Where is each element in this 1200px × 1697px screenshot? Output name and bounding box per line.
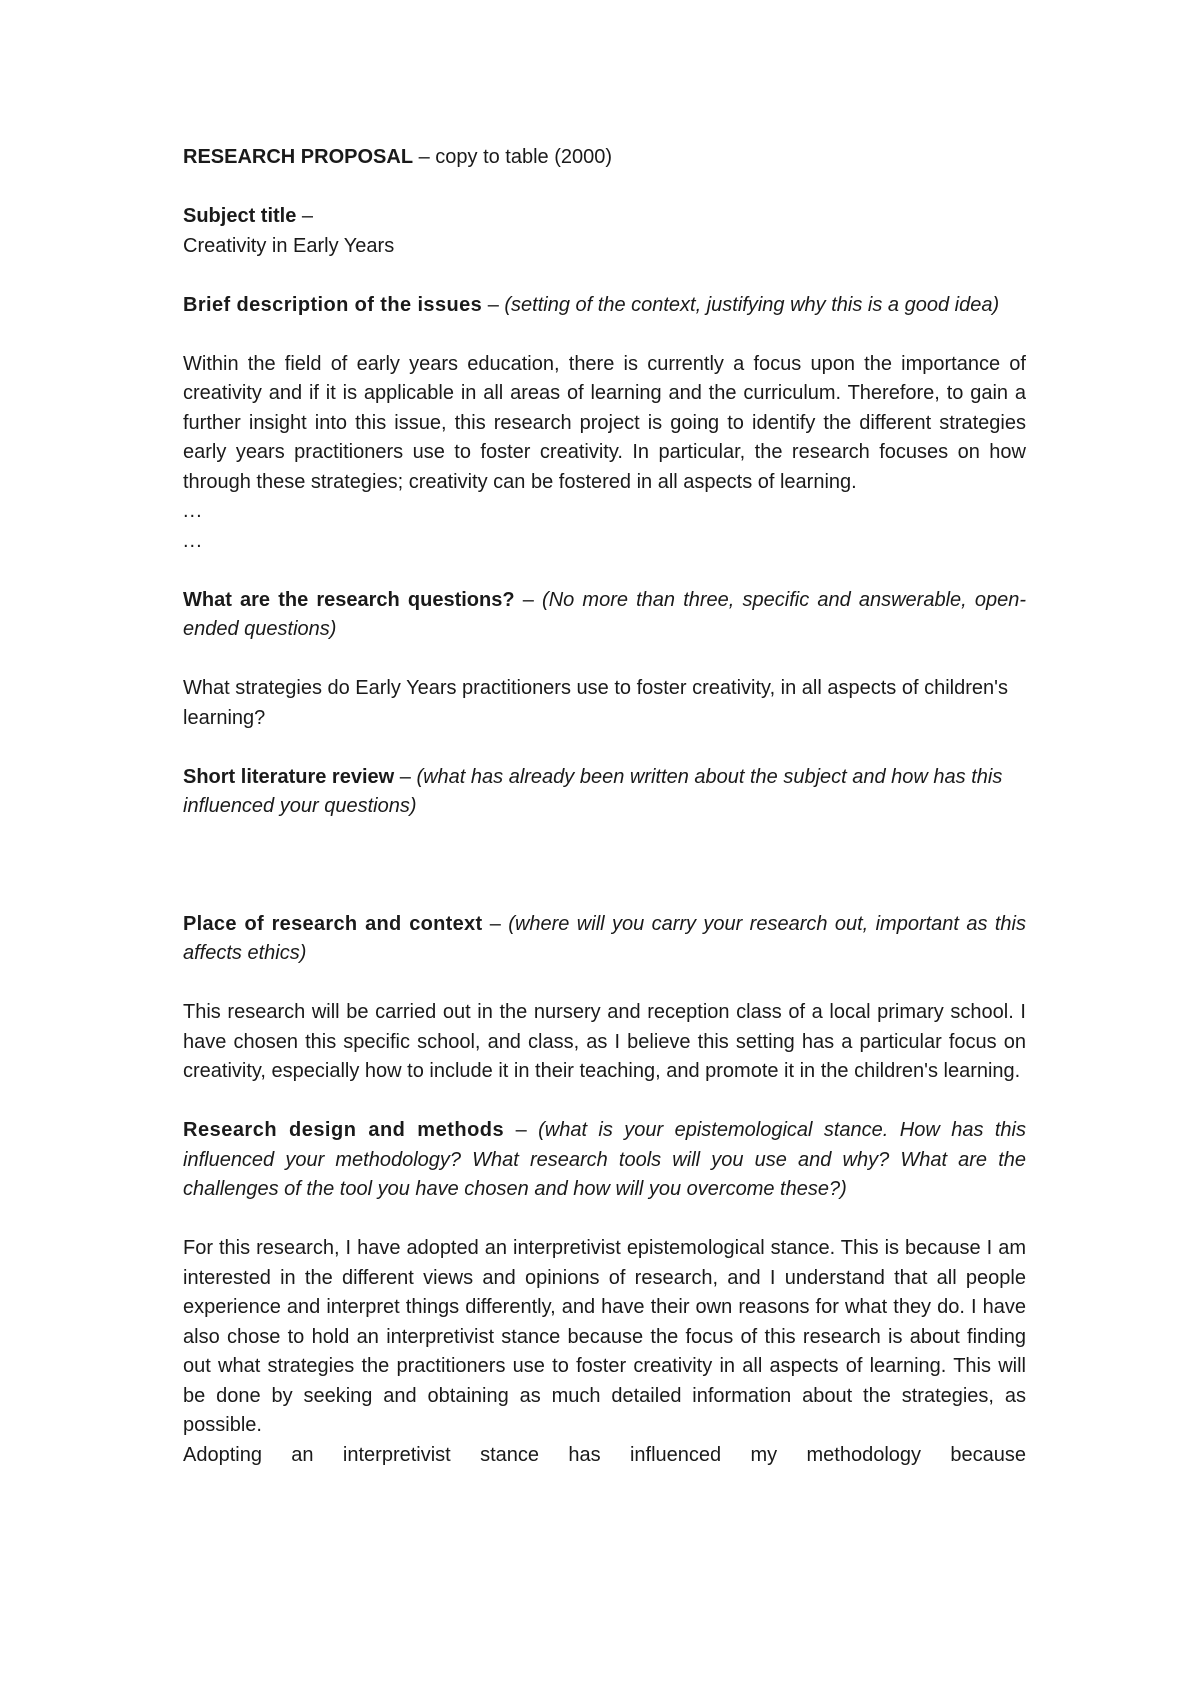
design-dash: – — [504, 1119, 539, 1141]
document-title-bold: RESEARCH PROPOSAL — [183, 146, 414, 168]
questions-section — [183, 586, 1026, 734]
subject-section — [183, 202, 1026, 261]
document-title-rest: – copy to table (2000) — [413, 146, 613, 168]
literature-hint: (what has already been written about the subject and how has this influenced your questions) — [183, 765, 1003, 817]
blank-space — [183, 822, 1026, 910]
design-body-last-line: Adopting an interpretivist stance has influenced my methodology because — [183, 1443, 1026, 1466]
questions-dash: – — [514, 588, 543, 611]
design-label: Research design and methods — [183, 1119, 505, 1141]
issues-hint: (setting of the context, justifying why this is a good idea) — [504, 293, 1000, 316]
issues-heading — [183, 291, 1026, 321]
issues-label: Brief description of the issues — [183, 293, 483, 316]
place-hint: (where will you carry your research out, important as this affects ethics) — [183, 912, 1026, 964]
subject-label: Subject title — [183, 205, 297, 227]
subject-value: Creativity in Early Years — [183, 234, 395, 257]
design-body: For this research, I have adopted an interpretivist epistemological stance. This is because I am interested in the different views and opinions of research, and I understand that all people experience and interpret things differently, and have their own reasons for what they do. I have also chose to hold an interpretivist stance because the focus of this research is about finding out what strategies the practitioners use to foster creativity in all aspects of learning. This will be done by seeking and obtaining as much detailed information about the strategies, as possible. — [183, 1237, 1026, 1436]
issues-ellipsis-2: ... — [183, 529, 203, 552]
literature-label: Short literature review — [183, 765, 395, 788]
questions-body: What strategies do Early Years practitioners use to foster creativity, in all aspects of children's learning? — [183, 677, 1008, 729]
issues-body: Within the field of early years education, there is currently a focus upon the importance of creativity and if it is applicable in all areas of learning and the curriculum. Therefore, to gain a further insight into this issue, this research project is going to identify the different strategies early years practitioners use to foster creativity. In particular, the research focuses on how through these strategies; creativity can be fostered in all aspects of learning. — [183, 352, 1026, 493]
document-page — [183, 143, 1026, 1470]
questions-hint: (No more than three, specific and answerable, open-ended questions) — [183, 588, 1027, 640]
issues-section — [183, 291, 1026, 557]
literature-dash: – — [394, 765, 417, 788]
design-section — [183, 1116, 1026, 1470]
place-body: This research will be carried out in the nursery and reception class of a local primary school. I have chosen this specific school, and class, as I believe this setting has a particular focus on creativity, especially how to include it in their teaching, and promote it in the children's learning. — [183, 1001, 1026, 1082]
questions-heading — [183, 586, 1026, 645]
place-heading — [183, 910, 1026, 969]
place-section — [183, 910, 1026, 1087]
document-title — [183, 143, 1026, 173]
design-heading — [183, 1116, 1026, 1205]
questions-label: What are the research questions? — [183, 588, 515, 611]
subject-dash: – — [296, 205, 314, 227]
issues-dash: – — [482, 293, 505, 316]
literature-section — [183, 763, 1026, 822]
design-hint: (what is your epistemological stance. How has this influenced your methodology? What research tools will you use and why? What are the challenges of the tool you have chosen and how will you overcome these?) — [183, 1119, 1026, 1200]
issues-ellipsis-1: ... — [183, 500, 203, 522]
place-label: Place of research and context — [183, 912, 483, 935]
literature-heading — [183, 763, 1026, 822]
place-dash: – — [482, 912, 509, 935]
subject-heading — [183, 202, 1026, 232]
